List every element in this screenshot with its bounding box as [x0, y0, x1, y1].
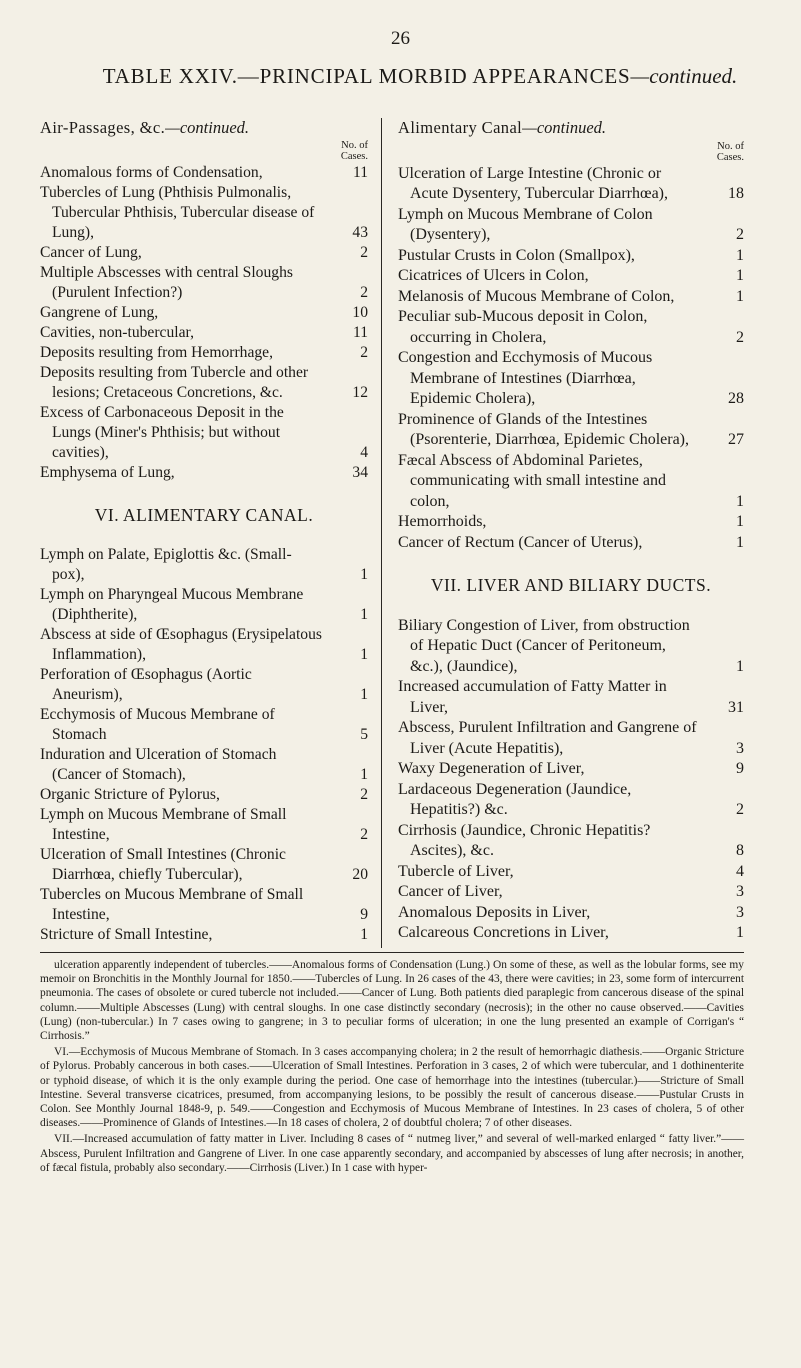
table-row: Waxy Degeneration of Liver, 9: [398, 760, 744, 777]
table-row: Lymph on Palate, Epiglottis &c. (Small-pox), 1: [40, 546, 368, 583]
entry-text: Gangrene of Lung,: [40, 304, 159, 321]
table-row: Hemorrhoids, 1: [398, 513, 744, 530]
right-cases-label: [398, 141, 744, 163]
entry-text: Cancer of Rectum (Cancer of Uterus),: [398, 533, 643, 551]
table-row: Lardaceous Degeneration (Jaundice, Hepatitis?) &c. 2: [398, 780, 744, 818]
table-row: Biliary Congestion of Liver, from obstruction of Hepatic Duct (Cancer of Peritoneum, &c.), (Jaundice), 1: [398, 616, 744, 675]
table-row: [40, 183, 368, 243]
table-row: [398, 410, 744, 451]
entry-text: Lymph on Palate, Epiglottis &c. (Small-pox),: [40, 546, 292, 583]
table-row: Lymph on Mucous Membrane of Small Intestine, 2: [40, 806, 368, 843]
entry-text: Cirrhosis (Jaundice, Chronic Hepatitis? Ascites), &c.: [398, 821, 651, 859]
case-count: 10: [352, 304, 368, 321]
left-section-head-continued: —continued.: [165, 118, 250, 137]
section-vii-entry-list: [398, 616, 744, 944]
title-continued: —continued.: [630, 64, 738, 88]
left-section-head-text: Air-Passages, &c.: [40, 118, 166, 137]
entry-text: Ulceration of Large Intestine (Chronic or Acute Dysentery, Tubercular Diarrhœa),: [398, 164, 668, 202]
left-entry-list: [40, 163, 368, 483]
case-count: 43: [352, 224, 368, 241]
entry-text: Deposits resulting from Tubercle and other lesions; Cretaceous Concretions, &c.: [40, 364, 309, 401]
case-count: 11: [352, 324, 368, 341]
left-section-head: [40, 118, 368, 138]
entry-text: Ecchymosis of Mucous Membrane of Stomach: [40, 706, 275, 743]
table-row: Induration and Ulceration of Stomach (Cancer of Stomach), 1: [40, 746, 368, 783]
entry-text: Perforation of Œsophagus (Aortic Aneurism),: [40, 666, 252, 703]
entry-text: Emphysema of Lung,: [40, 464, 175, 481]
right-cases-label-line2: Cases.: [716, 151, 744, 163]
table-row: Organic Stricture of Pylorus, 2: [40, 786, 368, 803]
entry-text: Lymph on Mucous Membrane of Small Intestine,: [40, 806, 287, 843]
case-count: 20: [352, 866, 368, 883]
entry-text: Waxy Degeneration of Liver,: [398, 760, 585, 777]
case-count: 27: [728, 431, 744, 448]
table-row: Lymph on Mucous Membrane of Colon (Dysentery), 2: [398, 205, 744, 243]
entry-text: Melanosis of Mucous Membrane of Colon,: [398, 287, 675, 305]
footnote-liver: VII.—Increased accumulation of fatty matter in Liver. Including 8 cases of “ nutmeg liver,” and several of well-marked enlarged “ fatty liver.”——Abscess, Purulent Infiltration and Gangrene of Liver. In one case apparently secondary, and accompanied by abscesses of lung after necrosis; in another, of fæcal fistula, probably also secondary.——Cirrhosis (Liver.) In 1 case with hyper-: [40, 1133, 744, 1174]
page-title: [60, 64, 780, 89]
footnotes: [40, 958, 744, 1177]
entry-text: Abscess, Purulent Infiltration and Gangrene of Liver (Acute Hepatitis),: [398, 719, 697, 757]
column-divider: [381, 118, 382, 948]
table-row: Melanosis of Mucous Membrane of Colon, 1: [398, 287, 744, 305]
table-row: Calcareous Concretions in Liver, 1: [398, 924, 744, 941]
entry-text: Lardaceous Degeneration (Jaundice, Hepatitis?) &c.: [398, 780, 632, 818]
table-row: Peculiar sub-Mucous deposit in Colon, occurring in Cholera, 2: [398, 308, 744, 346]
footnote-rule: [40, 952, 744, 953]
case-count: 34: [352, 464, 368, 481]
table-row: Cancer of Liver, 3: [398, 883, 744, 900]
case-count: 12: [352, 384, 368, 401]
section-vi-entry-list: [40, 545, 368, 945]
page-number: 26: [391, 28, 410, 49]
table-row: Cancer of Rectum (Cancer of Uterus), 1: [398, 533, 744, 551]
table-row: [40, 323, 368, 343]
entry-text: Hemorrhoids,: [398, 513, 487, 530]
table-row: Stricture of Small Intestine, 1: [40, 926, 368, 943]
entry-text: Tubercles of Lung (Phthisis Pulmonalis, Tubercular Phthisis, Tubercular disease of Lung),: [40, 184, 315, 241]
entry-text: Cicatrices of Ulcers in Colon,: [398, 267, 589, 284]
entry-text: Increased accumulation of Fatty Matter in Liver,: [398, 678, 667, 716]
table-row: Cirrhosis (Jaundice, Chronic Hepatitis? Ascites), &c. 8: [398, 821, 744, 859]
table-row: Tubercles on Mucous Membrane of Small Intestine, 9: [40, 886, 368, 923]
entry-text: Anomalous forms of Condensation,: [40, 164, 263, 181]
table-row: Ecchymosis of Mucous Membrane of Stomach 5: [40, 706, 368, 743]
entry-text: Peculiar sub-Mucous deposit in Colon, occurring in Cholera,: [398, 308, 648, 346]
entry-text: Congestion and Ecchymosis of Mucous Membrane of Intestines (Diarrhœa, Epidemic Cholera),: [398, 349, 653, 407]
case-count: 11: [352, 164, 368, 181]
entry-text: Deposits resulting from Hemorrhage,: [40, 344, 273, 361]
table-row: Fæcal Abscess of Abdominal Parietes, communicating with small intestine and colon, 1: [398, 451, 744, 510]
entry-text: Calcareous Concretions in Liver,: [398, 924, 609, 941]
right-section-head: [398, 118, 744, 139]
table-row: Tubercle of Liver, 4: [398, 862, 744, 880]
table-row: Anomalous Deposits in Liver, 3: [398, 903, 744, 921]
table-row: [398, 348, 744, 410]
entry-text: Pustular Crusts in Colon (Smallpox),: [398, 246, 635, 264]
entry-text: Cancer of Lung,: [40, 244, 142, 261]
table-row: [40, 463, 368, 483]
entry-text: Induration and Ulceration of Stomach (Cancer of Stomach),: [40, 746, 277, 783]
table-row: [398, 677, 744, 718]
entry-text: Lymph on Pharyngeal Mucous Membrane (Diphtherite),: [40, 586, 304, 623]
case-count: 18: [728, 185, 744, 202]
table-row: [40, 363, 368, 403]
case-count: 31: [728, 698, 744, 716]
entry-text: Cancer of Liver,: [398, 883, 503, 900]
table-row: Multiple Abscesses with central Sloughs (Purulent Infection?) 2: [40, 264, 368, 301]
table-row: Perforation of Œsophagus (Aortic Aneurism), 1: [40, 666, 368, 703]
left-cases-label-line2: Cases.: [340, 151, 368, 162]
right-section-head-continued: —continued.: [522, 118, 607, 137]
entry-text: Organic Stricture of Pylorus,: [40, 786, 220, 803]
table-row: Abscess, Purulent Infiltration and Gangrene of Liver (Acute Hepatitis), 3: [398, 719, 744, 757]
right-entry-list: [398, 164, 744, 554]
section-vi-heading: VI. ALIMENTARY CANAL.: [94, 505, 314, 525]
entry-text: Lymph on Mucous Membrane of Colon (Dysentery),: [398, 205, 653, 243]
table-row: Excess of Carbonaceous Deposit in the Lungs (Miner's Phthisis; but without cavities), 4: [40, 404, 368, 461]
entry-text: Multiple Abscesses with central Sloughs (Purulent Infection?): [40, 264, 293, 301]
entry-text: Prominence of Glands of the Intestines (Psorenterie, Diarrhœa, Epidemic Cholera),: [398, 410, 690, 448]
case-count: 28: [728, 390, 744, 407]
table-row: Cancer of Lung, 2: [40, 244, 368, 261]
table-row: [40, 303, 368, 323]
entry-text: Fæcal Abscess of Abdominal Parietes, communicating with small intestine and colon,: [398, 451, 666, 510]
footnote-alimentary: VI.—Ecchymosis of Mucous Membrane of Stomach. In 3 cases accompanying cholera; in 2 the result of hemorrhagic diathesis.——Organic Stricture of Pylorus. Probably cancerous in both cases.——Ulceration of Small Intestines. Perforation in 3 cases, 2 of which were tubercular, and 1 dothinenterite or typhoid disease, of which it is the only example during the period. One case of hemorrhage into the intestines (tubercular.)——Stricture of Small Intestine. Several transverse cicatrices, presumed, from accompanying lesions, to be possibly the result of cancerous disease.——Pustular Crusts in Colon. See Monthly Journal 1848-9, p. 549.——Congestion and Ecchymosis of Mucous Membrane of Intestines. In 23 cases of cholera, 5 of other diseases.——Prominence of Glands of Intestines.—In 18 cases of cholera, 2 of doubtful cholera; 7 of other diseases.: [40, 1046, 744, 1130]
table-row: Abscess at side of Œsophagus (Erysipelatous Inflammation), 1: [40, 626, 368, 663]
right-column: [398, 118, 744, 948]
left-cases-label: [40, 140, 368, 162]
entry-text: Ulceration of Small Intestines (Chronic Diarrhœa, chiefly Tubercular),: [40, 846, 286, 883]
title-main: TABLE XXIV.—PRINCIPAL MORBID APPEARANCES: [102, 64, 631, 88]
entry-text: Anomalous Deposits in Liver,: [398, 903, 591, 921]
table-row: [398, 164, 744, 205]
entry-text: Abscess at side of Œsophagus (Erysipelatous Inflammation),: [40, 626, 322, 663]
table-row: Pustular Crusts in Colon (Smallpox), 1: [398, 246, 744, 264]
right-section-head-text: Alimentary Canal: [398, 118, 523, 137]
entry-text: Excess of Carbonaceous Deposit in the Lungs (Miner's Phthisis; but without cavities),: [40, 404, 284, 461]
table-row: [40, 845, 368, 885]
entry-text: Biliary Congestion of Liver, from obstruction of Hepatic Duct (Cancer of Peritoneum, &c.), (Jaundice),: [398, 616, 690, 675]
footnote-lung: ulceration apparently independent of tubercles.——Anomalous forms of Condensation (Lung.) On some of these, as well as the lobular forms, see my memoir on Bronchitis in the Monthly Journal for 1850.——Tubercles of Lung. In 26 cases of the 43, there were cavities; in 23, some form of intercurrent pneumonia. The cases of obsolete or cured tubercle not included.——Cancer of Lung. Both patients died paraplegic from cancerous disease of the spinal column.——Multiple Abscesses (Lung) with central sloughs. In one case distinctly secondary (necrosis); in the other no cause observed.——Cavities (Lung) (non-tubercular.) In 7 cases owing to gangrene; in 3 to peculiar forms of ulceration; in one the lung presented an example of Corrigan's “ Cirrhosis.”: [40, 959, 744, 1043]
right-cases-label-line1: No. of: [717, 140, 744, 152]
entry-text: Cavities, non-tubercular,: [40, 324, 194, 341]
table-row: [40, 163, 368, 183]
entry-text: Tubercle of Liver,: [398, 862, 514, 880]
table-row: Cicatrices of Ulcers in Colon, 1: [398, 267, 744, 284]
section-vii-heading: VII. LIVER AND BILIARY DUCTS.: [430, 575, 712, 595]
left-column: [40, 118, 368, 948]
entry-text: Tubercles on Mucous Membrane of Small Intestine,: [40, 886, 304, 923]
table-row: Deposits resulting from Hemorrhage, 2: [40, 344, 368, 361]
table-row: Lymph on Pharyngeal Mucous Membrane (Diphtherite), 1: [40, 586, 368, 623]
entry-text: Stricture of Small Intestine,: [40, 926, 213, 943]
left-cases-label-line1: No. of: [341, 140, 368, 151]
